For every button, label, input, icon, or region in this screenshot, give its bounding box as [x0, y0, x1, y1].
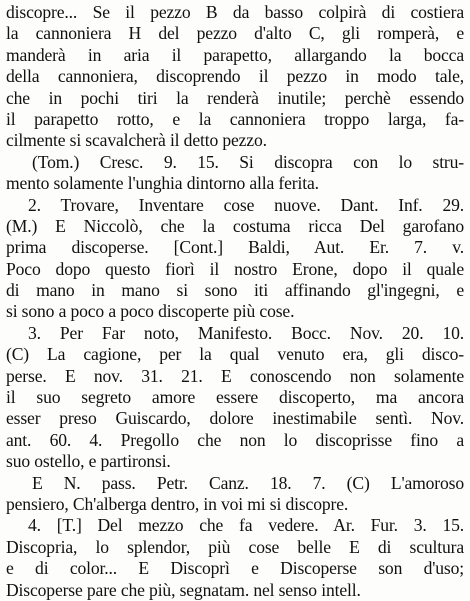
text-line: che in pochi tiri la renderà inutile; perchè essendo: [6, 87, 464, 108]
text-line: pensiero, Ch'alberga dentro, in voi mi si discopre.: [6, 493, 349, 514]
text-line: il suo segreto amore essere discoperto, ma ancora: [6, 387, 464, 408]
text-line: (M.) E Niccolò, che la costuma ricca Del garofano: [6, 215, 464, 236]
text-line: suo ostello, e partironsi.: [6, 451, 171, 472]
paragraph-1: [6, 2, 464, 152]
text-line: discopre... Se il pezzo B da basso colpirà di costiera: [6, 2, 464, 22]
paragraph-3-sense-2: [6, 195, 464, 323]
text-line: manderà in aria il parapetto, allargando la bocca: [6, 44, 464, 65]
paragraph-4-sense-3: [6, 323, 464, 473]
text-line: cilmente si scavalcherà il detto pezzo.: [6, 130, 267, 151]
text-line: (Tom.) Cresc. 9. 15. Si discopra con lo stru-: [32, 151, 464, 172]
text-line: ant. 60. 4. Pregollo che non lo discoprisse fino a: [6, 429, 464, 450]
text-line: perse. E nov. 31. 21. E conoscendo non solamente: [6, 365, 464, 386]
text-line: il parapetto rotto, e la cannoniera troppo larga, fa-: [6, 108, 464, 129]
text-line: (C) La cagione, per la qual venuto era, gli disco-: [6, 344, 464, 365]
text-line: 3. Per Far noto, Manifesto. Bocc. Nov. 20. 10.: [28, 322, 464, 343]
text-line: Poco dopo questo fiorì il nostro Erone, dopo il quale: [6, 258, 464, 279]
paragraph-2: [6, 152, 464, 195]
text-line: prima discoperse. [Cont.] Baldi, Aut. Er. 7. v.: [6, 237, 464, 258]
paragraph-6-sense-4: [6, 515, 464, 601]
text-line: di mano in mano si sono iti affinando gl'ingegni, e: [6, 280, 464, 301]
text-line: esser preso Guiscardo, dolore inestimabile sentì. Nov.: [6, 408, 464, 429]
text-line: Discoperse pare che più, segnatam. nel senso intell.: [6, 579, 361, 600]
text-line: 2. Trovare, Inventare cose nuove. Dant. Inf. 29.: [28, 194, 464, 215]
text-line: della cannoniera, discoprendo il pezzo in modo tale,: [6, 66, 464, 87]
text-line: e di color... E Discoprì e Discoperse son d'uso;: [6, 558, 464, 579]
text-line: la cannoniera H del pezzo d'alto C, gli romperà, e: [6, 23, 464, 44]
paragraph-5: [6, 473, 464, 516]
text-line: si sono a poco a poco discoperte più cose.: [6, 301, 295, 322]
text-line: Discopria, lo splendor, più cose belle E di scultura: [6, 536, 464, 557]
text-line: 4. [T.] Del mezzo che fa vedere. Ar. Fur. 3. 15.: [28, 515, 464, 536]
text-line: mento solamente l'unghia dintorno alla ferita.: [6, 173, 319, 194]
text-line: E N. pass. Petr. Canz. 18. 7. (C) L'amoroso: [32, 472, 464, 493]
